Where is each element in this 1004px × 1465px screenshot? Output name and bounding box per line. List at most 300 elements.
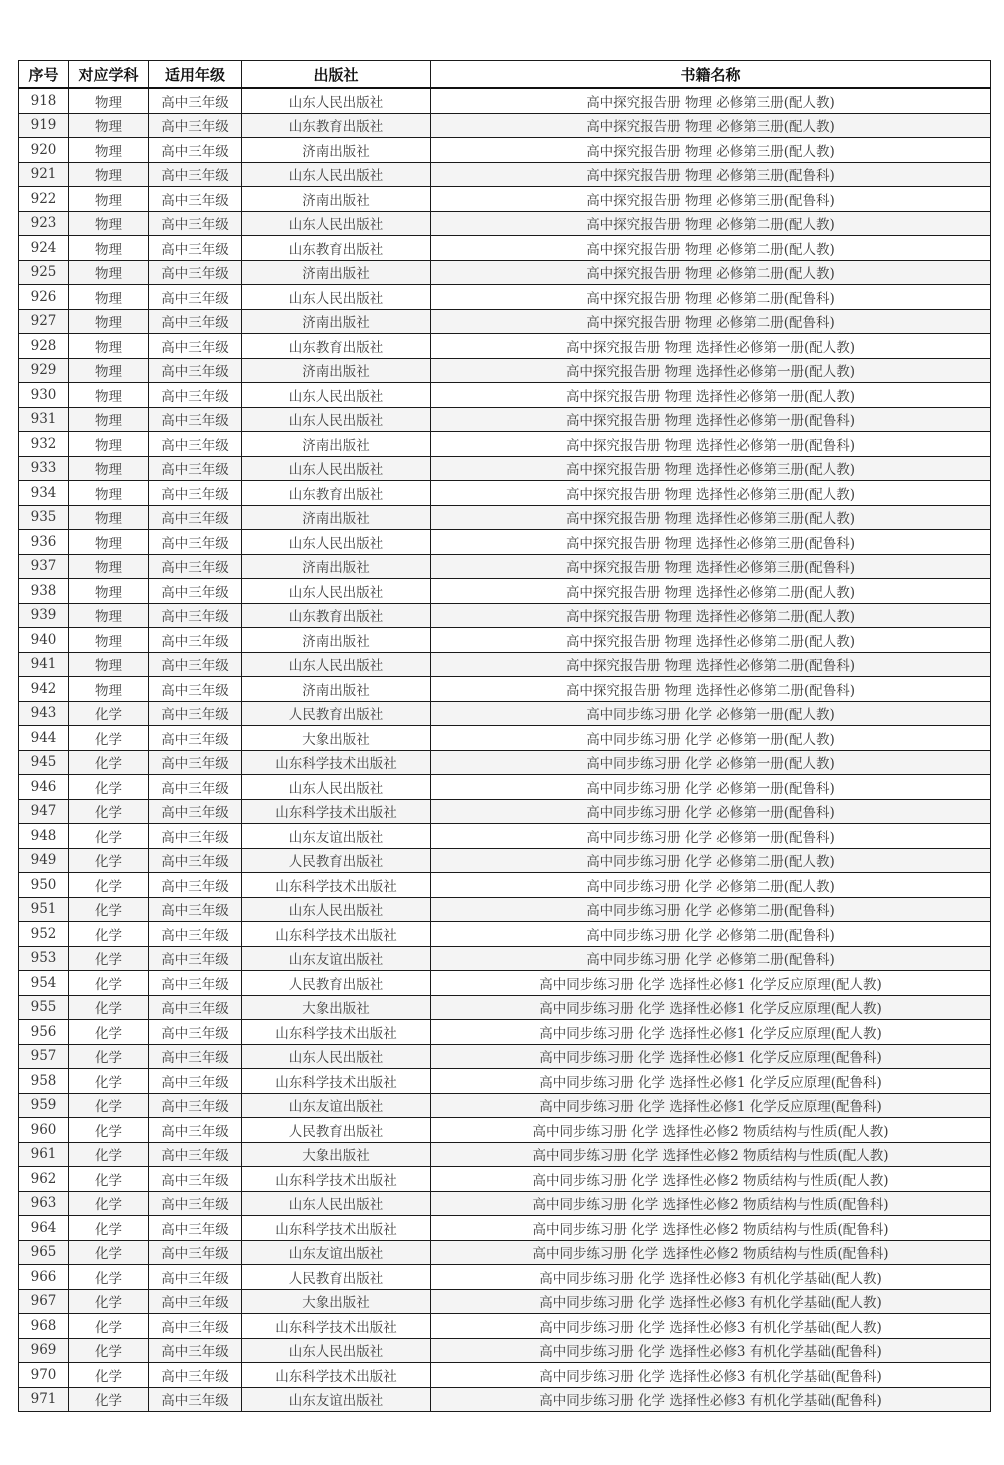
cell-grade: 高中三年级 [149,1093,242,1118]
cell-publisher: 山东科学技术出版社 [242,1314,431,1339]
col-header-serial: 序号 [19,61,69,89]
table-row [19,187,991,212]
cell-title: 高中同步练习册 化学 选择性必修2 物质结构与性质(配人教) [431,1118,991,1143]
cell-subject: 物理 [69,162,149,187]
table-row [19,873,991,898]
table-row [19,1363,991,1388]
cell-serial: 939 [19,603,69,628]
cell-publisher: 山东人民出版社 [242,530,431,555]
cell-publisher: 山东友谊出版社 [242,1387,431,1412]
cell-grade: 高中三年级 [149,848,242,873]
cell-grade: 高中三年级 [149,1142,242,1167]
cell-title: 高中探究报告册 物理 选择性必修第一册(配鲁科) [431,407,991,432]
cell-subject: 物理 [69,652,149,677]
cell-serial: 955 [19,995,69,1020]
cell-publisher: 山东人民出版社 [242,285,431,310]
cell-subject: 化学 [69,1387,149,1412]
cell-grade: 高中三年级 [149,1167,242,1192]
cell-serial: 948 [19,824,69,849]
cell-grade: 高中三年级 [149,162,242,187]
cell-grade: 高中三年级 [149,1069,242,1094]
cell-serial: 933 [19,456,69,481]
cell-grade: 高中三年级 [149,750,242,775]
cell-publisher: 山东教育出版社 [242,236,431,261]
cell-title: 高中探究报告册 物理 选择性必修第三册(配人教) [431,481,991,506]
cell-serial: 922 [19,187,69,212]
cell-publisher: 山东人民出版社 [242,1044,431,1069]
cell-subject: 物理 [69,383,149,408]
cell-serial: 919 [19,113,69,138]
cell-publisher: 山东人民出版社 [242,1191,431,1216]
cell-subject: 化学 [69,1240,149,1265]
cell-subject: 物理 [69,358,149,383]
cell-serial: 961 [19,1142,69,1167]
table-row [19,897,991,922]
cell-subject: 物理 [69,187,149,212]
cell-subject: 化学 [69,726,149,751]
cell-subject: 化学 [69,971,149,996]
cell-publisher: 山东人民出版社 [242,88,431,113]
table-row [19,505,991,530]
cell-publisher: 山东友谊出版社 [242,1093,431,1118]
cell-serial: 966 [19,1265,69,1290]
cell-title: 高中同步练习册 化学 必修第二册(配鲁科) [431,946,991,971]
table-row [19,554,991,579]
table-row [19,628,991,653]
table-row [19,113,991,138]
cell-title: 高中同步练习册 化学 选择性必修3 有机化学基础(配鲁科) [431,1387,991,1412]
cell-publisher: 山东人民出版社 [242,383,431,408]
cell-publisher: 山东友谊出版社 [242,946,431,971]
cell-serial: 927 [19,309,69,334]
cell-subject: 化学 [69,1093,149,1118]
cell-serial: 944 [19,726,69,751]
cell-title: 高中探究报告册 物理 必修第二册(配鲁科) [431,309,991,334]
table-row [19,1265,991,1290]
cell-title: 高中同步练习册 化学 必修第二册(配鲁科) [431,922,991,947]
table-row [19,285,991,310]
cell-subject: 物理 [69,677,149,702]
table-row [19,750,991,775]
cell-serial: 943 [19,701,69,726]
cell-publisher: 山东人民出版社 [242,1338,431,1363]
cell-subject: 化学 [69,1314,149,1339]
cell-grade: 高中三年级 [149,1044,242,1069]
cell-title: 高中探究报告册 物理 选择性必修第三册(配鲁科) [431,554,991,579]
cell-grade: 高中三年级 [149,799,242,824]
cell-publisher: 山东科学技术出版社 [242,1167,431,1192]
cell-subject: 化学 [69,848,149,873]
table-row [19,1314,991,1339]
cell-title: 高中同步练习册 化学 选择性必修2 物质结构与性质(配人教) [431,1167,991,1192]
cell-title: 高中同步练习册 化学 选择性必修1 化学反应原理(配人教) [431,971,991,996]
cell-grade: 高中三年级 [149,88,242,113]
table-row [19,1142,991,1167]
cell-serial: 942 [19,677,69,702]
cell-publisher: 人民教育出版社 [242,1265,431,1290]
cell-grade: 高中三年级 [149,1363,242,1388]
table-row [19,1020,991,1045]
cell-publisher: 山东教育出版社 [242,113,431,138]
cell-publisher: 人民教育出版社 [242,701,431,726]
cell-title: 高中同步练习册 化学 选择性必修2 物质结构与性质(配鲁科) [431,1240,991,1265]
cell-grade: 高中三年级 [149,603,242,628]
table-row [19,677,991,702]
cell-publisher: 山东人民出版社 [242,162,431,187]
cell-subject: 化学 [69,775,149,800]
table-row [19,1044,991,1069]
cell-grade: 高中三年级 [149,726,242,751]
table-row [19,260,991,285]
table-row [19,946,991,971]
cell-grade: 高中三年级 [149,309,242,334]
table-row [19,162,991,187]
cell-title: 高中同步练习册 化学 选择性必修1 化学反应原理(配鲁科) [431,1069,991,1094]
table-row [19,1216,991,1241]
cell-grade: 高中三年级 [149,1216,242,1241]
cell-subject: 化学 [69,1363,149,1388]
cell-publisher: 山东人民出版社 [242,775,431,800]
cell-title: 高中探究报告册 物理 必修第二册(配人教) [431,236,991,261]
cell-grade: 高中三年级 [149,677,242,702]
table-row [19,701,991,726]
cell-title: 高中同步练习册 化学 必修第一册(配人教) [431,701,991,726]
cell-serial: 959 [19,1093,69,1118]
cell-title: 高中同步练习册 化学 选择性必修2 物质结构与性质(配鲁科) [431,1216,991,1241]
table-header [19,61,991,89]
cell-grade: 高中三年级 [149,897,242,922]
cell-title: 高中探究报告册 物理 选择性必修第一册(配人教) [431,358,991,383]
cell-publisher: 大象出版社 [242,1142,431,1167]
cell-grade: 高中三年级 [149,456,242,481]
cell-publisher: 济南出版社 [242,432,431,457]
cell-grade: 高中三年级 [149,358,242,383]
cell-title: 高中同步练习册 化学 选择性必修2 物质结构与性质(配鲁科) [431,1191,991,1216]
cell-publisher: 济南出版社 [242,309,431,334]
cell-grade: 高中三年级 [149,138,242,163]
table-row [19,432,991,457]
cell-publisher: 济南出版社 [242,358,431,383]
cell-serial: 954 [19,971,69,996]
cell-serial: 957 [19,1044,69,1069]
cell-publisher: 济南出版社 [242,187,431,212]
cell-subject: 化学 [69,1118,149,1143]
cell-serial: 920 [19,138,69,163]
cell-subject: 化学 [69,1289,149,1314]
cell-serial: 941 [19,652,69,677]
table-row [19,358,991,383]
cell-title: 高中探究报告册 物理 必修第三册(配人教) [431,88,991,113]
cell-serial: 969 [19,1338,69,1363]
cell-publisher: 济南出版社 [242,554,431,579]
cell-title: 高中探究报告册 物理 选择性必修第一册(配鲁科) [431,432,991,457]
cell-grade: 高中三年级 [149,1314,242,1339]
cell-grade: 高中三年级 [149,995,242,1020]
cell-grade: 高中三年级 [149,1118,242,1143]
cell-serial: 940 [19,628,69,653]
cell-subject: 化学 [69,1191,149,1216]
cell-grade: 高中三年级 [149,113,242,138]
cell-serial: 949 [19,848,69,873]
cell-title: 高中同步练习册 化学 必修第一册(配人教) [431,726,991,751]
cell-subject: 物理 [69,432,149,457]
cell-grade: 高中三年级 [149,1387,242,1412]
cell-grade: 高中三年级 [149,579,242,604]
cell-serial: 947 [19,799,69,824]
cell-subject: 化学 [69,701,149,726]
cell-grade: 高中三年级 [149,652,242,677]
cell-serial: 953 [19,946,69,971]
cell-grade: 高中三年级 [149,211,242,236]
cell-serial: 965 [19,1240,69,1265]
cell-subject: 化学 [69,873,149,898]
cell-serial: 945 [19,750,69,775]
cell-subject: 化学 [69,1044,149,1069]
cell-grade: 高中三年级 [149,285,242,310]
cell-grade: 高中三年级 [149,334,242,359]
table-row [19,138,991,163]
cell-publisher: 山东人民出版社 [242,407,431,432]
table-row [19,1118,991,1143]
cell-serial: 951 [19,897,69,922]
cell-serial: 958 [19,1069,69,1094]
cell-grade: 高中三年级 [149,530,242,555]
table-row [19,1069,991,1094]
cell-publisher: 山东科学技术出版社 [242,1020,431,1045]
cell-subject: 化学 [69,1069,149,1094]
cell-grade: 高中三年级 [149,922,242,947]
col-header-title: 书籍名称 [431,61,991,89]
cell-title: 高中同步练习册 化学 必修第二册(配鲁科) [431,897,991,922]
cell-serial: 926 [19,285,69,310]
book-list-table [18,60,991,1412]
cell-subject: 化学 [69,1216,149,1241]
cell-title: 高中探究报告册 物理 必修第二册(配鲁科) [431,285,991,310]
cell-title: 高中探究报告册 物理 选择性必修第三册(配鲁科) [431,530,991,555]
cell-subject: 物理 [69,628,149,653]
cell-title: 高中同步练习册 化学 选择性必修1 化学反应原理(配鲁科) [431,1093,991,1118]
cell-subject: 物理 [69,505,149,530]
cell-serial: 921 [19,162,69,187]
table-row [19,799,991,824]
cell-grade: 高中三年级 [149,407,242,432]
table-row [19,922,991,947]
cell-publisher: 山东教育出版社 [242,334,431,359]
table-row [19,971,991,996]
cell-serial: 952 [19,922,69,947]
cell-serial: 931 [19,407,69,432]
cell-title: 高中探究报告册 物理 选择性必修第二册(配人教) [431,579,991,604]
cell-publisher: 大象出版社 [242,1289,431,1314]
cell-serial: 950 [19,873,69,898]
cell-publisher: 山东科学技术出版社 [242,873,431,898]
cell-title: 高中探究报告册 物理 选择性必修第二册(配鲁科) [431,677,991,702]
cell-subject: 化学 [69,922,149,947]
cell-serial: 925 [19,260,69,285]
cell-subject: 物理 [69,260,149,285]
cell-title: 高中同步练习册 化学 选择性必修1 化学反应原理(配人教) [431,995,991,1020]
cell-publisher: 人民教育出版社 [242,971,431,996]
table-row [19,1167,991,1192]
cell-publisher: 济南出版社 [242,260,431,285]
cell-serial: 935 [19,505,69,530]
cell-grade: 高中三年级 [149,873,242,898]
cell-serial: 963 [19,1191,69,1216]
cell-title: 高中探究报告册 物理 必修第三册(配人教) [431,138,991,163]
cell-subject: 物理 [69,113,149,138]
cell-serial: 918 [19,88,69,113]
table-row [19,848,991,873]
cell-publisher: 山东科学技术出版社 [242,1216,431,1241]
cell-grade: 高中三年级 [149,1289,242,1314]
cell-serial: 923 [19,211,69,236]
cell-serial: 968 [19,1314,69,1339]
table-row [19,603,991,628]
cell-subject: 物理 [69,579,149,604]
cell-subject: 物理 [69,481,149,506]
cell-title: 高中探究报告册 物理 必修第二册(配人教) [431,260,991,285]
cell-title: 高中同步练习册 化学 选择性必修3 有机化学基础(配鲁科) [431,1363,991,1388]
cell-subject: 化学 [69,1265,149,1290]
cell-grade: 高中三年级 [149,1191,242,1216]
cell-grade: 高中三年级 [149,1265,242,1290]
cell-subject: 物理 [69,309,149,334]
cell-subject: 化学 [69,824,149,849]
cell-serial: 960 [19,1118,69,1143]
cell-grade: 高中三年级 [149,481,242,506]
cell-title: 高中探究报告册 物理 选择性必修第三册(配人教) [431,456,991,481]
cell-title: 高中同步练习册 化学 选择性必修3 有机化学基础(配人教) [431,1289,991,1314]
cell-title: 高中同步练习册 化学 选择性必修3 有机化学基础(配鲁科) [431,1338,991,1363]
cell-subject: 化学 [69,1338,149,1363]
cell-title: 高中同步练习册 化学 选择性必修2 物质结构与性质(配人教) [431,1142,991,1167]
cell-serial: 924 [19,236,69,261]
cell-publisher: 山东人民出版社 [242,211,431,236]
cell-publisher: 济南出版社 [242,628,431,653]
cell-grade: 高中三年级 [149,1338,242,1363]
cell-serial: 934 [19,481,69,506]
table-row [19,775,991,800]
table-row [19,1387,991,1412]
table-row [19,1338,991,1363]
cell-title: 高中探究报告册 物理 选择性必修第二册(配人教) [431,603,991,628]
cell-publisher: 山东人民出版社 [242,652,431,677]
cell-title: 高中探究报告册 物理 必修第三册(配鲁科) [431,187,991,212]
cell-title: 高中同步练习册 化学 必修第二册(配人教) [431,873,991,898]
cell-serial: 938 [19,579,69,604]
cell-title: 高中探究报告册 物理 选择性必修第一册(配人教) [431,383,991,408]
cell-subject: 物理 [69,334,149,359]
cell-subject: 化学 [69,799,149,824]
table-row [19,407,991,432]
cell-publisher: 济南出版社 [242,505,431,530]
cell-subject: 化学 [69,995,149,1020]
table-row [19,824,991,849]
cell-title: 高中探究报告册 物理 选择性必修第三册(配人教) [431,505,991,530]
table-row [19,1191,991,1216]
cell-serial: 970 [19,1363,69,1388]
table-row [19,1240,991,1265]
cell-title: 高中同步练习册 化学 必修第二册(配人教) [431,848,991,873]
cell-publisher: 山东教育出版社 [242,481,431,506]
cell-title: 高中同步练习册 化学 必修第一册(配鲁科) [431,824,991,849]
table-row [19,383,991,408]
cell-serial: 932 [19,432,69,457]
cell-serial: 930 [19,383,69,408]
cell-title: 高中同步练习册 化学 必修第一册(配人教) [431,750,991,775]
cell-subject: 物理 [69,530,149,555]
cell-grade: 高中三年级 [149,701,242,726]
table-row [19,309,991,334]
cell-publisher: 山东科学技术出版社 [242,1363,431,1388]
cell-serial: 967 [19,1289,69,1314]
cell-publisher: 山东科学技术出版社 [242,1069,431,1094]
cell-grade: 高中三年级 [149,505,242,530]
cell-grade: 高中三年级 [149,187,242,212]
cell-subject: 化学 [69,1020,149,1045]
cell-serial: 962 [19,1167,69,1192]
cell-grade: 高中三年级 [149,824,242,849]
table-row [19,1289,991,1314]
cell-serial: 929 [19,358,69,383]
cell-grade: 高中三年级 [149,383,242,408]
cell-publisher: 山东人民出版社 [242,897,431,922]
cell-title: 高中同步练习册 化学 选择性必修3 有机化学基础(配人教) [431,1314,991,1339]
cell-publisher: 大象出版社 [242,995,431,1020]
cell-grade: 高中三年级 [149,260,242,285]
col-header-publisher: 出版社 [242,61,431,89]
cell-title: 高中探究报告册 物理 必修第三册(配人教) [431,113,991,138]
cell-publisher: 山东人民出版社 [242,456,431,481]
cell-serial: 956 [19,1020,69,1045]
cell-grade: 高中三年级 [149,946,242,971]
cell-subject: 物理 [69,236,149,261]
cell-title: 高中探究报告册 物理 必修第三册(配鲁科) [431,162,991,187]
cell-grade: 高中三年级 [149,971,242,996]
cell-subject: 物理 [69,603,149,628]
cell-title: 高中同步练习册 化学 选择性必修3 有机化学基础(配人教) [431,1265,991,1290]
col-header-subject: 对应学科 [69,61,149,89]
cell-title: 高中同步练习册 化学 必修第一册(配鲁科) [431,775,991,800]
table-row [19,211,991,236]
cell-serial: 946 [19,775,69,800]
table-body [19,88,991,1412]
cell-title: 高中探究报告册 物理 选择性必修第一册(配人教) [431,334,991,359]
table-row [19,579,991,604]
cell-title: 高中探究报告册 物理 选择性必修第二册(配鲁科) [431,652,991,677]
cell-title: 高中同步练习册 化学 选择性必修1 化学反应原理(配人教) [431,1020,991,1045]
cell-title: 高中同步练习册 化学 必修第一册(配鲁科) [431,799,991,824]
cell-subject: 物理 [69,211,149,236]
cell-publisher: 济南出版社 [242,138,431,163]
table-row [19,995,991,1020]
cell-grade: 高中三年级 [149,554,242,579]
cell-publisher: 山东教育出版社 [242,603,431,628]
cell-publisher: 山东人民出版社 [242,579,431,604]
table-row [19,456,991,481]
cell-serial: 928 [19,334,69,359]
cell-publisher: 山东友谊出版社 [242,1240,431,1265]
table-row [19,652,991,677]
cell-subject: 化学 [69,1142,149,1167]
table-row [19,726,991,751]
cell-serial: 936 [19,530,69,555]
col-header-grade: 适用年级 [149,61,242,89]
cell-subject: 化学 [69,750,149,775]
cell-grade: 高中三年级 [149,432,242,457]
cell-grade: 高中三年级 [149,1240,242,1265]
table-row [19,481,991,506]
